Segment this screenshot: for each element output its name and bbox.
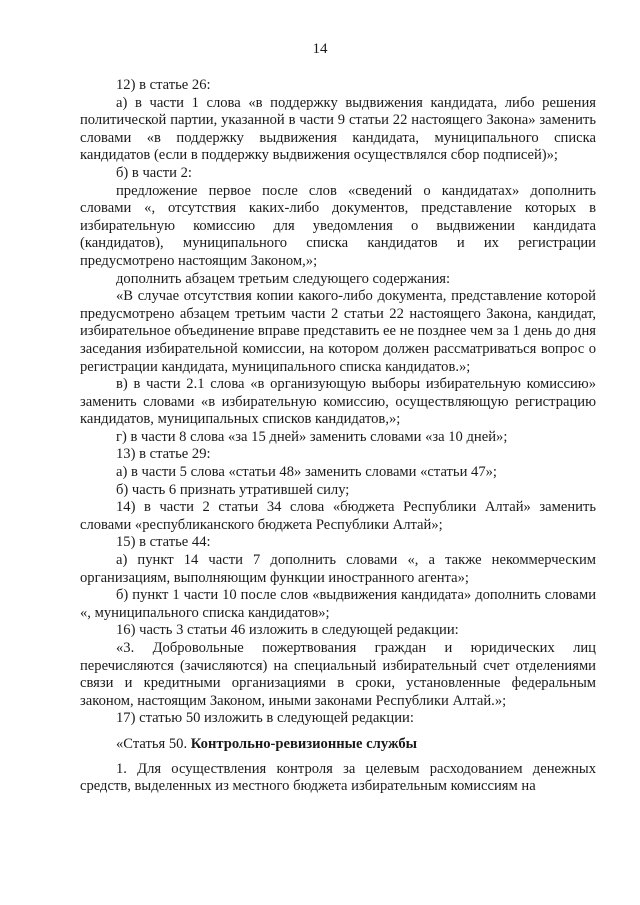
paragraph: 1. Для осуществления контроля за целевым расходованием денежных средств, выделенных из местного бюджета избирательным комиссиям на	[80, 760, 596, 795]
paragraph: дополнить абзацем третьим следующего содержания:	[116, 270, 451, 287]
paragraph: 14) в части 2 статьи 34 слова «бюджета Республики Алтай» заменить словами «республиканского бюджета Республики Алтай»;	[80, 499, 596, 533]
article-heading-title: Контрольно-ревизионные службы	[190, 735, 418, 752]
paragraph: 17) статью 50 изложить в следующей редакции:	[116, 710, 414, 727]
paragraph: предложение первое после слов «сведений о кандидатах» дополнить словами «, отсутствия каких-либо документов, представление которых в избирательную комиссию для уведомления о выдвижении кандидата (кандидатов), муниципального списка кандидатов и их регистрации предусмотрено настоящим Законом,»;	[80, 182, 596, 269]
paragraph: б) пункт 1 части 10 после слов «выдвижения кандидата» дополнить словами «, муниципального списка кандидатов»;	[80, 587, 596, 621]
paragraph: «В случае отсутствия копии какого-либо документа, представление которой предусмотрено абзацем третьим части 2 статьи 22 настоящего Закона, кандидат, избирательное объединение вправе представить ее не позднее чем за 1 день до дня заседания избирательной комиссии, на котором должен рассматриваться вопрос о регистрации кандидата, муниципального списка кандидатов.»;	[80, 288, 596, 375]
page-number: 14	[312, 41, 328, 57]
paragraph: 13) в статье 29:	[116, 446, 211, 463]
paragraph: а) в части 5 слова «статьи 48» заменить словами «статьи 47»;	[116, 464, 497, 481]
paragraph: 16) часть 3 статьи 46 изложить в следующей редакции:	[116, 622, 459, 639]
paragraph: а) пункт 14 части 7 дополнить словами «, а также некоммерческим организациям, выполняющим функции иностранного агента»;	[80, 552, 596, 586]
article-heading-prefix: «Статья 50.	[116, 735, 188, 752]
paragraph: б) часть 6 признать утратившей силу;	[116, 481, 350, 498]
paragraph: в) в части 2.1 слова «в организующую выборы избирательную комиссию» заменить словами «в избирательную комиссию, осуществляющую регистрацию кандидатов, муниципальных списков кандидатов,»;	[80, 376, 596, 428]
paragraph: г) в части 8 слова «за 15 дней» заменить словами «за 10 дней»;	[116, 428, 508, 445]
paragraph: 15) в статье 44:	[116, 534, 211, 551]
paragraph: «3. Добровольные пожертвования граждан и юридических лиц перечисляются (зачисляются) на специальный избирательный счет отделениями связи и кредитными организациями в сроки, установленные федеральным законом, настоящим Законом, иными законами Республики Алтай.»;	[80, 640, 596, 709]
document-body	[80, 77, 596, 796]
paragraph: 12) в статье 26:	[116, 77, 211, 93]
paragraph: б) в части 2:	[116, 164, 192, 181]
paragraph: а) в части 1 слова «в поддержку выдвижения кандидата, либо решения политической партии, указанной в части 9 статьи 22 настоящего Закона» заменить словами «в поддержку выдвижения кандидата, муниципального списка кандидатов (если в поддержку выдвижения осуществлялся сбор подписей)»;	[80, 94, 596, 164]
article-heading	[80, 736, 596, 754]
